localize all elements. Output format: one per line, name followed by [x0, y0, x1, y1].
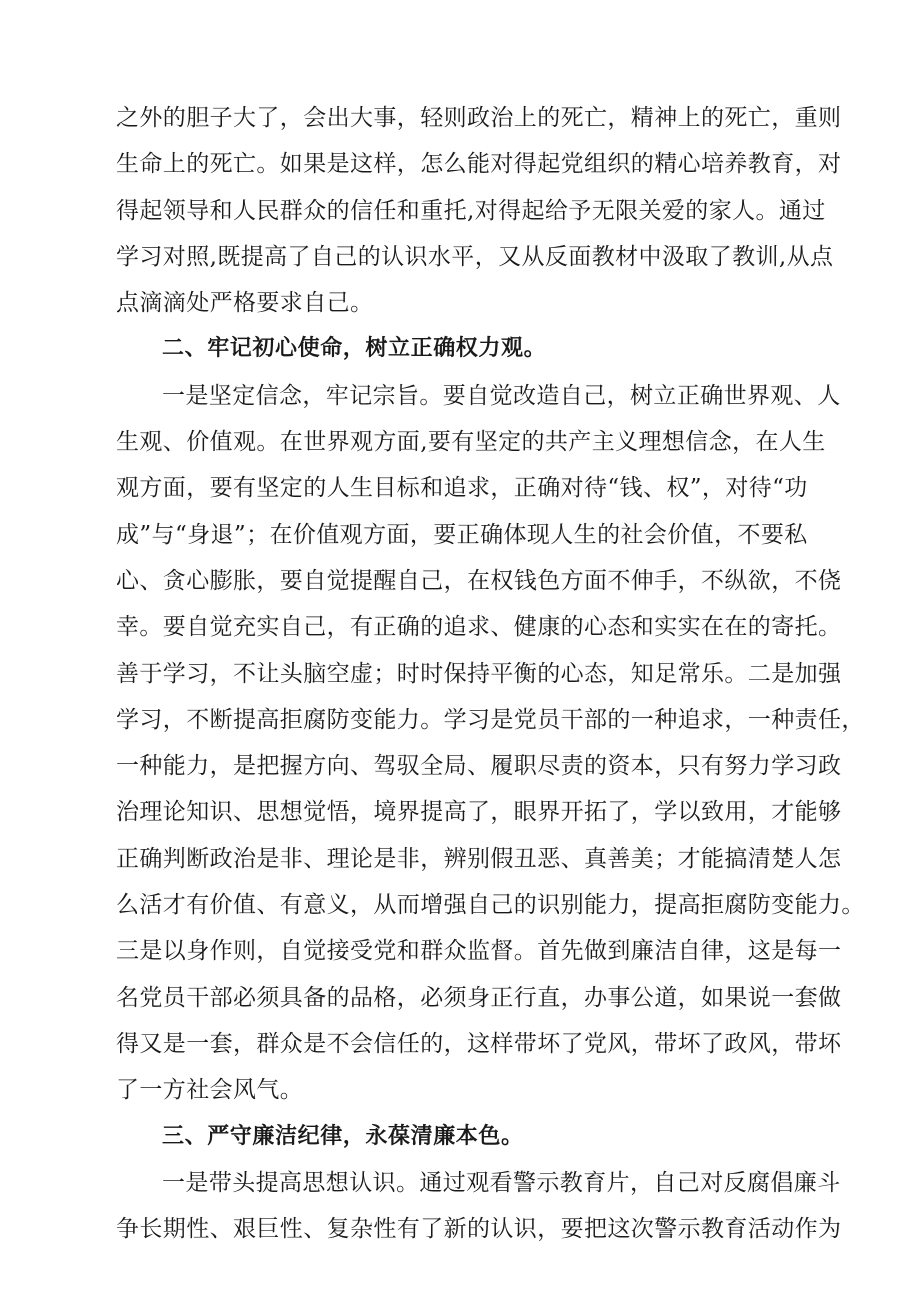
- text-line: 治理论知识、思想觉悟，境界提高了，眼界开拓了，学以致用，才能够: [116, 799, 842, 826]
- text-line: 么活才有价值、有意义，从而增强自己的识别能力，提高拒腐防变能力。: [116, 892, 865, 919]
- text-line: 三是以身作则，自觉接受党和群众监督。首先做到廉洁自律，这是每一: [116, 938, 842, 965]
- text-line: 名党员干部必须具备的品格，必须身正行直，办事公道，如果说一套做: [116, 984, 842, 1011]
- paragraph-first-line: 一是带头提高思想认识。通过观看警示教育片，自己对反腐倡廉斗: [162, 1169, 841, 1196]
- text-line: 善于学习，不让头脑空虚；时时保持平衡的心态，知足常乐。二是加强: [116, 660, 842, 687]
- text-line: 得起领导和人民群众的信任和重托,对得起给予无限关爱的家人。通过: [116, 197, 826, 224]
- text-line: 心、贪心膨胀，要自觉提醒自己，在权钱色方面不伸手，不纵欲，不侥: [116, 567, 842, 594]
- text-line: 之外的胆子大了，会出大事，轻则政治上的死亡，精神上的死亡，重则: [116, 105, 842, 131]
- text-line: 了一方社会风气。: [116, 1077, 304, 1104]
- text-line: 正确判断政治是非、理论是非，辨别假丑恶、真善美；才能搞清楚人怎: [116, 845, 842, 872]
- text-line: 幸。要自觉充实自己，有正确的追求、健康的心态和实实在在的寄托。: [116, 614, 842, 641]
- text-line: 学习对照,既提高了自己的认识水平，又从反面教材中汲取了教训,从点: [116, 243, 834, 270]
- text-line: 一种能力，是把握方向、驾驭全局、履职尽责的资本，只有努力学习政: [116, 753, 842, 780]
- section-heading: 二、牢记初心使命，树立正确权力观。: [162, 336, 547, 362]
- document-body: [116, 95, 865, 1252]
- text-line: 得又是一套，群众是不会信任的，这样带坏了党风，带坏了政风，带坏: [116, 1030, 842, 1057]
- text-line: 点滴滴处严格要求自己。: [116, 290, 374, 317]
- text-line: 生命上的死亡。如果是这样，怎么能对得起党组织的精心培养教育，对: [116, 151, 842, 178]
- paragraph-first-line: 一是坚定信念，牢记宗旨。要自觉改造自己，树立正确世界观、人: [162, 382, 841, 409]
- text-line: 争长期性、艰巨性、复杂性有了新的认识，要把这次警示教育活动作为: [116, 1216, 842, 1243]
- text-line: 生观、价值观。在世界观方面,要有坚定的共产主义理想信念，在人生: [116, 429, 826, 456]
- text-line: 成”与“身退”；在价值观方面，要正确体现人生的社会价值，不要私: [116, 521, 808, 548]
- text-line: 观方面，要有坚定的人生目标和追求，正确对待“钱、权”，对待“功: [116, 475, 808, 502]
- text-line: 学习，不断提高拒腐防变能力。学习是党员干部的一种追求，一种责任，: [116, 706, 865, 733]
- section-heading: 三、严守廉洁纪律，永葆清廉本色。: [162, 1123, 524, 1149]
